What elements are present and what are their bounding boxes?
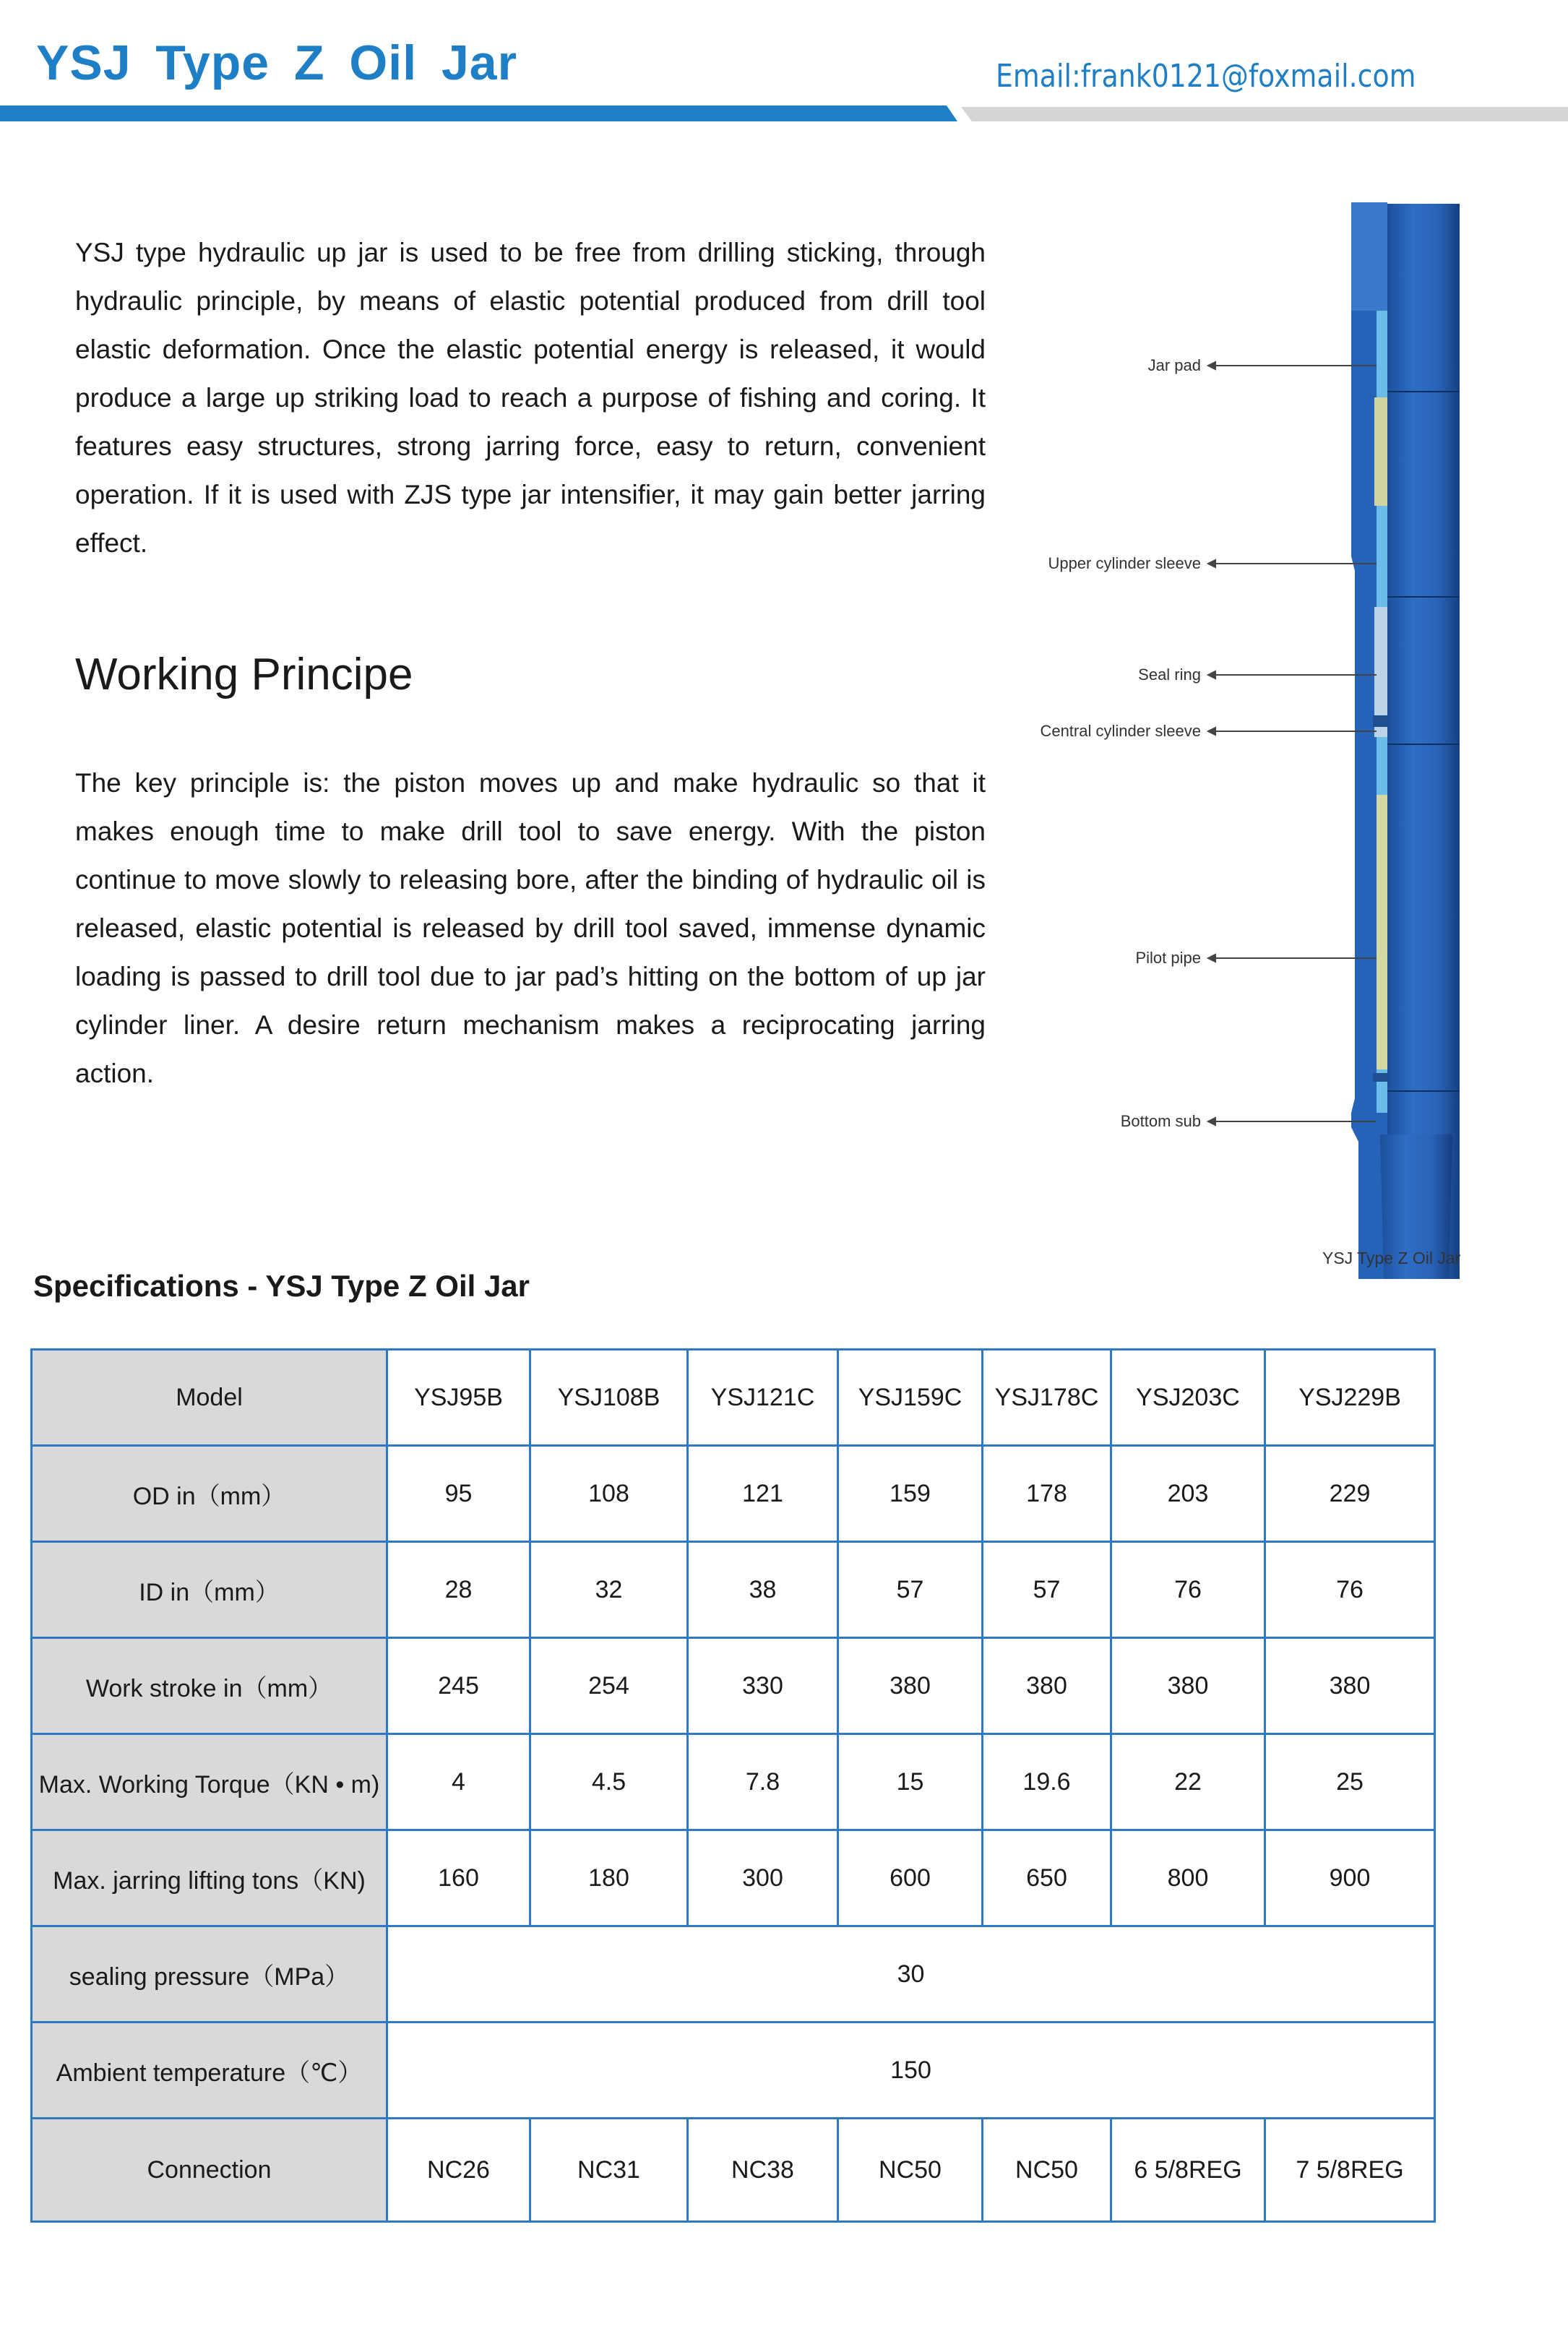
table-cell: 380 xyxy=(1265,1638,1435,1734)
table-cell: 245 xyxy=(387,1638,530,1734)
model-cell: YSJ178C xyxy=(983,1350,1111,1446)
table-row-work-stroke xyxy=(32,1638,1435,1734)
label-bottom-sub: Bottom sub xyxy=(1120,1112,1201,1130)
row-label-id: ID in（mm） xyxy=(32,1542,387,1638)
table-cell: 180 xyxy=(530,1830,688,1926)
table-row-od xyxy=(32,1446,1435,1542)
page-title: YSJ Type Z Oil Jar xyxy=(36,35,518,90)
callout-arrow-pilot-pipe xyxy=(1208,955,1215,962)
oil-jar-diagram xyxy=(1040,195,1554,1279)
table-row-working-torque xyxy=(32,1734,1435,1830)
table-cell: 108 xyxy=(530,1446,688,1542)
table-cell: NC31 xyxy=(530,2119,688,2222)
model-cell: YSJ229B xyxy=(1265,1350,1435,1446)
table-row-sealing-pressure xyxy=(32,1926,1435,2023)
label-central-cylinder-sleeve: Central cylinder sleeve xyxy=(1040,722,1201,740)
table-cell: NC50 xyxy=(983,2119,1111,2222)
table-row-connection xyxy=(32,2119,1435,2222)
table-cell: 330 xyxy=(688,1638,838,1734)
table-cell: NC38 xyxy=(688,2119,838,2222)
contact-email[interactable]: Email:frank0121@foxmail.com xyxy=(996,58,1416,95)
label-pilot-pipe: Pilot pipe xyxy=(1135,949,1201,967)
callout-arrow-seal-ring xyxy=(1208,671,1215,679)
table-cell: 4.5 xyxy=(530,1734,688,1830)
table-cell: NC26 xyxy=(387,2119,530,2222)
table-cell: 380 xyxy=(1111,1638,1265,1734)
table-cell: 229 xyxy=(1265,1446,1435,1542)
table-cell: 15 xyxy=(838,1734,983,1830)
row-label-work-stroke: Work stroke in（mm） xyxy=(32,1638,387,1734)
label-jar-pad: Jar pad xyxy=(1147,356,1201,374)
model-cell: YSJ108B xyxy=(530,1350,688,1446)
figure-caption: YSJ Type Z Oil Jar xyxy=(1322,1249,1461,1267)
callout-arrow-upper-cylinder-sleeve xyxy=(1208,560,1215,567)
table-cell: 22 xyxy=(1111,1734,1265,1830)
specifications-title: Specifications - YSJ Type Z Oil Jar xyxy=(33,1269,530,1303)
row-label-od: OD in（mm） xyxy=(32,1446,387,1542)
header-bar-gray xyxy=(961,107,1568,121)
table-row-model xyxy=(32,1350,1435,1446)
jar-outer-body-right xyxy=(1387,204,1460,1279)
row-label-jarring-lifting-tons: Max. jarring lifting tons（KN) xyxy=(32,1830,387,1926)
table-cell: 159 xyxy=(838,1446,983,1542)
table-cell: 203 xyxy=(1111,1446,1265,1542)
table-cell: 380 xyxy=(838,1638,983,1734)
row-label-ambient-temperature: Ambient temperature（℃） xyxy=(32,2023,387,2119)
table-cell: 380 xyxy=(983,1638,1111,1734)
model-cell: YSJ203C xyxy=(1111,1350,1265,1446)
table-cell: 76 xyxy=(1111,1542,1265,1638)
table-cell: 900 xyxy=(1265,1830,1435,1926)
table-cell: 25 xyxy=(1265,1734,1435,1830)
table-cell: 38 xyxy=(688,1542,838,1638)
table-cell: 254 xyxy=(530,1638,688,1734)
table-cell: 121 xyxy=(688,1446,838,1542)
row-label-sealing-pressure: sealing pressure（MPa） xyxy=(32,1926,387,2023)
specifications-table xyxy=(30,1348,1436,2223)
table-cell-merged: 30 xyxy=(387,1926,1435,2023)
label-upper-cylinder-sleeve: Upper cylinder sleeve xyxy=(1048,554,1201,572)
table-cell: 178 xyxy=(983,1446,1111,1542)
model-cell: YSJ121C xyxy=(688,1350,838,1446)
table-cell: 57 xyxy=(983,1542,1111,1638)
table-cell: 4 xyxy=(387,1734,530,1830)
jar-top-sub xyxy=(1351,202,1387,311)
table-row-id xyxy=(32,1542,1435,1638)
table-cell: 76 xyxy=(1265,1542,1435,1638)
table-cell: 650 xyxy=(983,1830,1111,1926)
table-row-ambient-temperature xyxy=(32,2023,1435,2119)
table-cell: 28 xyxy=(387,1542,530,1638)
table-cell: 160 xyxy=(387,1830,530,1926)
table-cell: 7.8 xyxy=(688,1734,838,1830)
principle-paragraph: The key principle is: the piston moves up and make hydraulic so that it makes enough time to make drill tool to save energy. With the piston continue to move slowly to releasing bore, after the binding of hydraulic oil is released, elastic potential is released by drill tool saved, immense dynamic loading is passed to drill tool due to jar pad’s hitting on the bottom of up jar cylinder liner. A desire return mechanism makes a reciprocating jarring action. xyxy=(75,768,986,1088)
row-label-model: Model xyxy=(32,1350,387,1446)
table-cell: 32 xyxy=(530,1542,688,1638)
label-seal-ring: Seal ring xyxy=(1138,665,1201,684)
table-cell: 7 5/8REG xyxy=(1265,2119,1435,2222)
table-cell: 19.6 xyxy=(983,1734,1111,1830)
section-heading-working-principle: Working Principe xyxy=(75,650,413,699)
row-label-working-torque: Max. Working Torque（KN • m) xyxy=(32,1734,387,1830)
model-cell: YSJ95B xyxy=(387,1350,530,1446)
table-cell: 300 xyxy=(688,1830,838,1926)
table-cell: NC50 xyxy=(838,2119,983,2222)
header-bar-blue xyxy=(0,105,957,121)
callout-arrow-jar-pad xyxy=(1208,362,1215,369)
callout-arrow-bottom-sub xyxy=(1208,1118,1215,1125)
table-cell: 600 xyxy=(838,1830,983,1926)
callout-arrow-central-cylinder-sleeve xyxy=(1208,728,1215,735)
table-cell: 57 xyxy=(838,1542,983,1638)
model-cell: YSJ159C xyxy=(838,1350,983,1446)
header-divider-bar xyxy=(0,105,1568,123)
intro-paragraph: YSJ type hydraulic up jar is used to be free from drilling sticking, through hydraulic principle, by means of elastic potential produced from drill tool elastic deformation. Once the elastic potential energy is released, it would produce a large up striking load to reach a purpose of fishing and coring. It features easy structures, strong jarring force, easy to return, convenient operation. If it is used with ZJS type jar intensifier, it may gain better jarring effect. xyxy=(75,238,986,558)
table-cell: 800 xyxy=(1111,1830,1265,1926)
table-row-jarring-lifting-tons xyxy=(32,1830,1435,1926)
table-cell: 95 xyxy=(387,1446,530,1542)
row-label-connection: Connection xyxy=(32,2119,387,2222)
table-cell-merged: 150 xyxy=(387,2023,1435,2119)
table-cell: 6 5/8REG xyxy=(1111,2119,1265,2222)
